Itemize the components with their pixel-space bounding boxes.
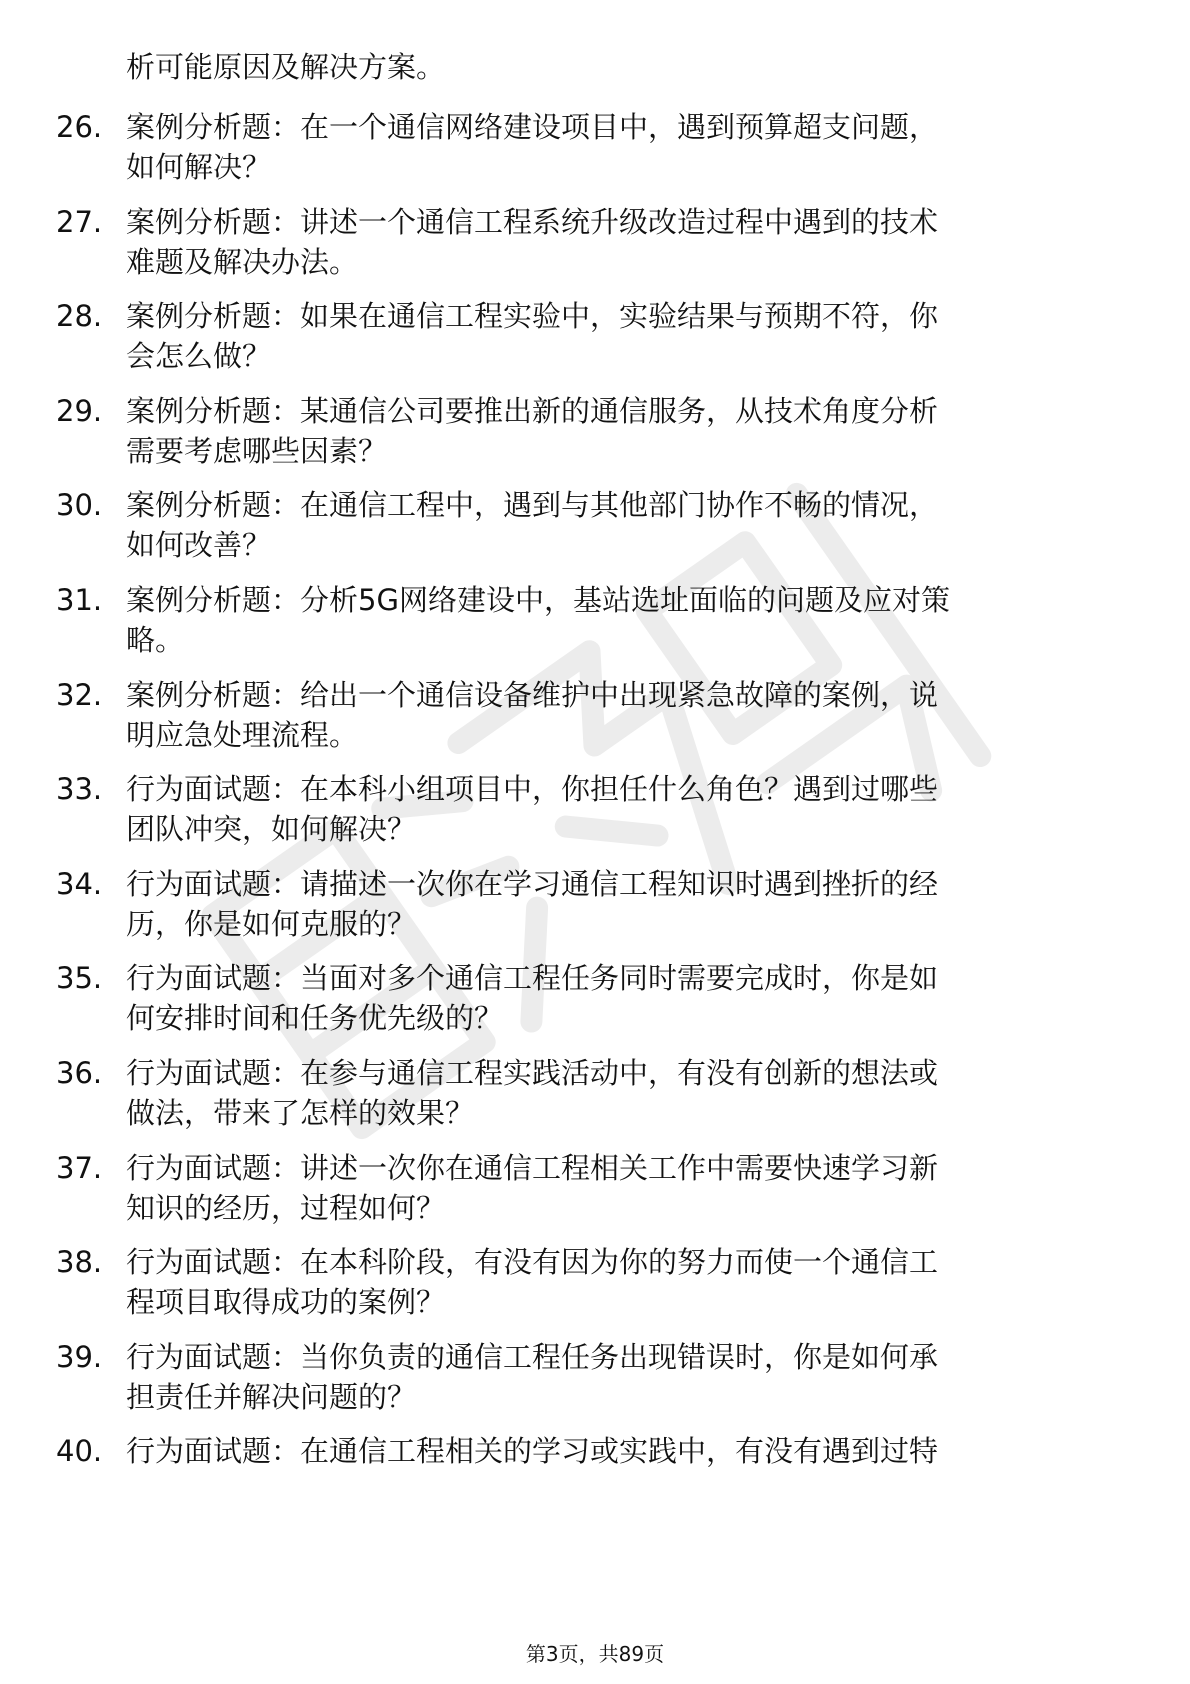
question-line: 某通信公司要推出新的通信服务，从技术角度分析	[300, 394, 939, 428]
question-item	[0, 1242, 1190, 1324]
question-line: 知识的经历，过程如何？	[126, 1191, 446, 1225]
question-number: 34.	[56, 867, 103, 901]
question-number: 35.	[56, 961, 103, 995]
question-line: 讲述一个通信工程系统升级改造过程中遇到的技术	[300, 205, 939, 239]
question-item	[0, 675, 1190, 757]
question-category: 案例分析题：	[126, 678, 301, 712]
question-category: 行为面试题：	[126, 1340, 301, 1374]
question-number: 39.	[56, 1340, 103, 1374]
question-line: 历，你是如何克服的？	[126, 907, 417, 941]
question-item	[0, 958, 1190, 1040]
question-line: 会怎么做？	[126, 339, 272, 373]
question-line: 团队冲突，如何解决？	[126, 812, 417, 846]
question-line: 如果在通信工程实验中，实验结果与预期不符，你	[300, 299, 939, 333]
question-text	[126, 1431, 1126, 1471]
question-number: 28.	[56, 299, 103, 333]
question-line: 略。	[126, 623, 185, 657]
question-text	[126, 1337, 1126, 1417]
question-line: 在一个通信网络建设项目中，遇到预算超支问题，	[300, 110, 939, 144]
question-category: 案例分析题：	[126, 394, 301, 428]
question-line: 担责任并解决问题的？	[126, 1380, 417, 1414]
question-category: 行为面试题：	[126, 772, 301, 806]
question-category: 行为面试题：	[126, 961, 301, 995]
question-item	[0, 202, 1190, 284]
question-category: 案例分析题：	[126, 205, 301, 239]
continuation-text: 析可能原因及解决方案。	[126, 50, 446, 84]
question-line: 何安排时间和任务优先级的？	[126, 1001, 504, 1035]
question-category: 案例分析题：	[126, 110, 301, 144]
question-line: 在本科阶段，有没有因为你的努力而使一个通信工	[300, 1245, 939, 1279]
question-text	[126, 958, 1126, 1038]
question-text	[126, 769, 1126, 849]
question-line: 明应急处理流程。	[126, 718, 359, 752]
question-line: 在通信工程相关的学习或实践中，有没有遇到过特	[300, 1434, 939, 1468]
question-line: 给出一个通信设备维护中出现紧急故障的案例，说	[300, 678, 939, 712]
question-category: 行为面试题：	[126, 1434, 301, 1468]
question-text	[126, 864, 1126, 944]
question-text	[126, 296, 1126, 376]
question-number: 29.	[56, 394, 103, 428]
question-text	[126, 580, 1126, 660]
question-category: 行为面试题：	[126, 1056, 301, 1090]
question-number: 31.	[56, 583, 103, 617]
page-footer: 第3页，共89页	[525, 1642, 665, 1666]
question-line: 在参与通信工程实践活动中，有没有创新的想法或	[300, 1056, 939, 1090]
question-text	[126, 675, 1126, 755]
question-item	[0, 580, 1190, 662]
question-number: 36.	[56, 1056, 103, 1090]
question-text	[126, 107, 1126, 187]
question-text	[126, 1148, 1126, 1228]
question-category: 行为面试题：	[126, 1245, 301, 1279]
question-line: 做法，带来了怎样的效果？	[126, 1096, 475, 1130]
question-line: 如何改善？	[126, 528, 272, 562]
question-item	[0, 864, 1190, 946]
question-item	[0, 391, 1190, 473]
question-text	[126, 391, 1126, 471]
question-category: 案例分析题：	[126, 488, 301, 522]
question-category: 案例分析题：	[126, 299, 301, 333]
question-line: 需要考虑哪些因素？	[126, 434, 388, 468]
question-number: 37.	[56, 1151, 103, 1185]
question-item	[0, 107, 1190, 189]
question-item	[0, 1053, 1190, 1135]
question-number: 40.	[56, 1434, 103, 1468]
question-line: 当你负责的通信工程任务出现错误时，你是如何承	[300, 1340, 939, 1374]
question-line: 难题及解决办法。	[126, 245, 359, 279]
question-number: 38.	[56, 1245, 103, 1279]
question-category: 行为面试题：	[126, 867, 301, 901]
question-line: 在通信工程中，遇到与其他部门协作不畅的情况，	[300, 488, 939, 522]
question-text	[126, 1242, 1126, 1322]
question-line: 当面对多个通信工程任务同时需要完成时，你是如	[300, 961, 939, 995]
question-text	[126, 202, 1126, 282]
question-line: 在本科小组项目中，你担任什么角色？遇到过哪些	[300, 772, 939, 806]
question-item	[0, 1431, 1190, 1513]
question-line: 分析5G网络建设中，基站选址面临的问题及应对策	[300, 583, 950, 617]
question-number: 27.	[56, 205, 103, 239]
question-text	[126, 485, 1126, 565]
question-line: 讲述一次你在通信工程相关工作中需要快速学习新	[300, 1151, 939, 1185]
question-line: 如何解决？	[126, 150, 272, 184]
question-number: 33.	[56, 772, 103, 806]
question-number: 30.	[56, 488, 103, 522]
question-number: 32.	[56, 678, 103, 712]
question-line: 程项目取得成功的案例？	[126, 1285, 446, 1319]
question-item	[0, 1337, 1190, 1419]
question-line: 请描述一次你在学习通信工程知识时遇到挫折的经	[300, 867, 939, 901]
question-number: 26.	[56, 110, 103, 144]
question-item	[0, 769, 1190, 851]
question-category: 行为面试题：	[126, 1151, 301, 1185]
question-item	[0, 485, 1190, 567]
question-item	[0, 296, 1190, 378]
question-text	[126, 1053, 1126, 1133]
question-category: 案例分析题：	[126, 583, 301, 617]
question-item	[0, 1148, 1190, 1230]
